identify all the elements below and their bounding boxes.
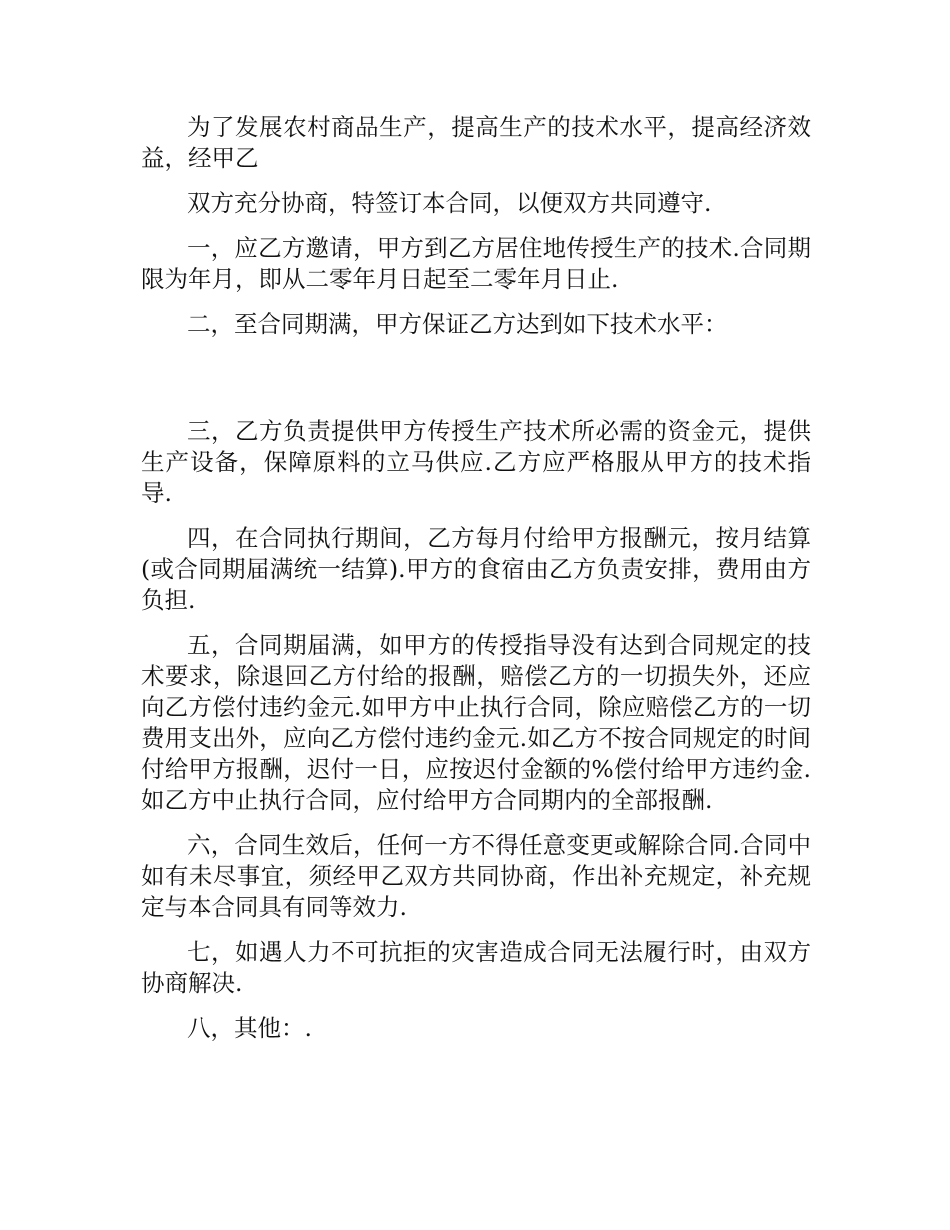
clause-2-paragraph: 二，至合同期满，甲方保证乙方达到如下技术水平： (187, 310, 728, 338)
clause-1-paragraph: 一，应乙方邀请，甲方到乙方居住地传授生产的技术.合同期限为年月，即从二零年月日起至二零年月日止. (141, 234, 811, 293)
intro-paragraph: 为了发展农村商品生产，提高生产的技术水平，提高经济效益，经甲乙 (141, 113, 811, 172)
clause-7-paragraph: 七，如遇人力不可抗拒的灾害造成合同无法履行时，由双方协商解决. (141, 938, 811, 997)
clause-3-paragraph: 三，乙方负责提供甲方传授生产技术所必需的资金元，提供生产设备，保障原料的立马供应.乙方应严格服从甲方的技术指导. (141, 417, 811, 507)
intro-paragraph-continued: 双方充分协商，特签订本合同，以便双方共同遵守. (187, 189, 712, 217)
clause-8-paragraph: 八，其他：. (187, 1014, 312, 1042)
clause-4-paragraph: 四，在合同执行期间，乙方每月付给甲方报酬元，按月结算(或合同期届满统一结算).甲方的食宿由乙方负责安排，费用由方负担. (141, 524, 811, 614)
contract-body (141, 112, 811, 1058)
clause-6-paragraph: 六，合同生效后，任何一方不得任意变更或解除合同.合同中如有未尽事宜，须经甲乙双方共同协商，作出补充规定，补充规定与本合同具有同等效力. (141, 831, 811, 921)
clause-5-paragraph: 五，合同期届满，如甲方的传授指导没有达到合同规定的技术要求，除退回乙方付给的报酬，赔偿乙方的一切损失外，还应向乙方偿付违约金元.如甲方中止执行合同，除应赔偿乙方的一切费用支出外，应向乙方偿付违约金元.如乙方不按合同规定的时间付给甲方报酬，迟付一日，应按迟付金额的%偿付给甲方违约金.如乙方中止执行合同，应付给甲方合同期内的全部报酬. (141, 631, 811, 814)
